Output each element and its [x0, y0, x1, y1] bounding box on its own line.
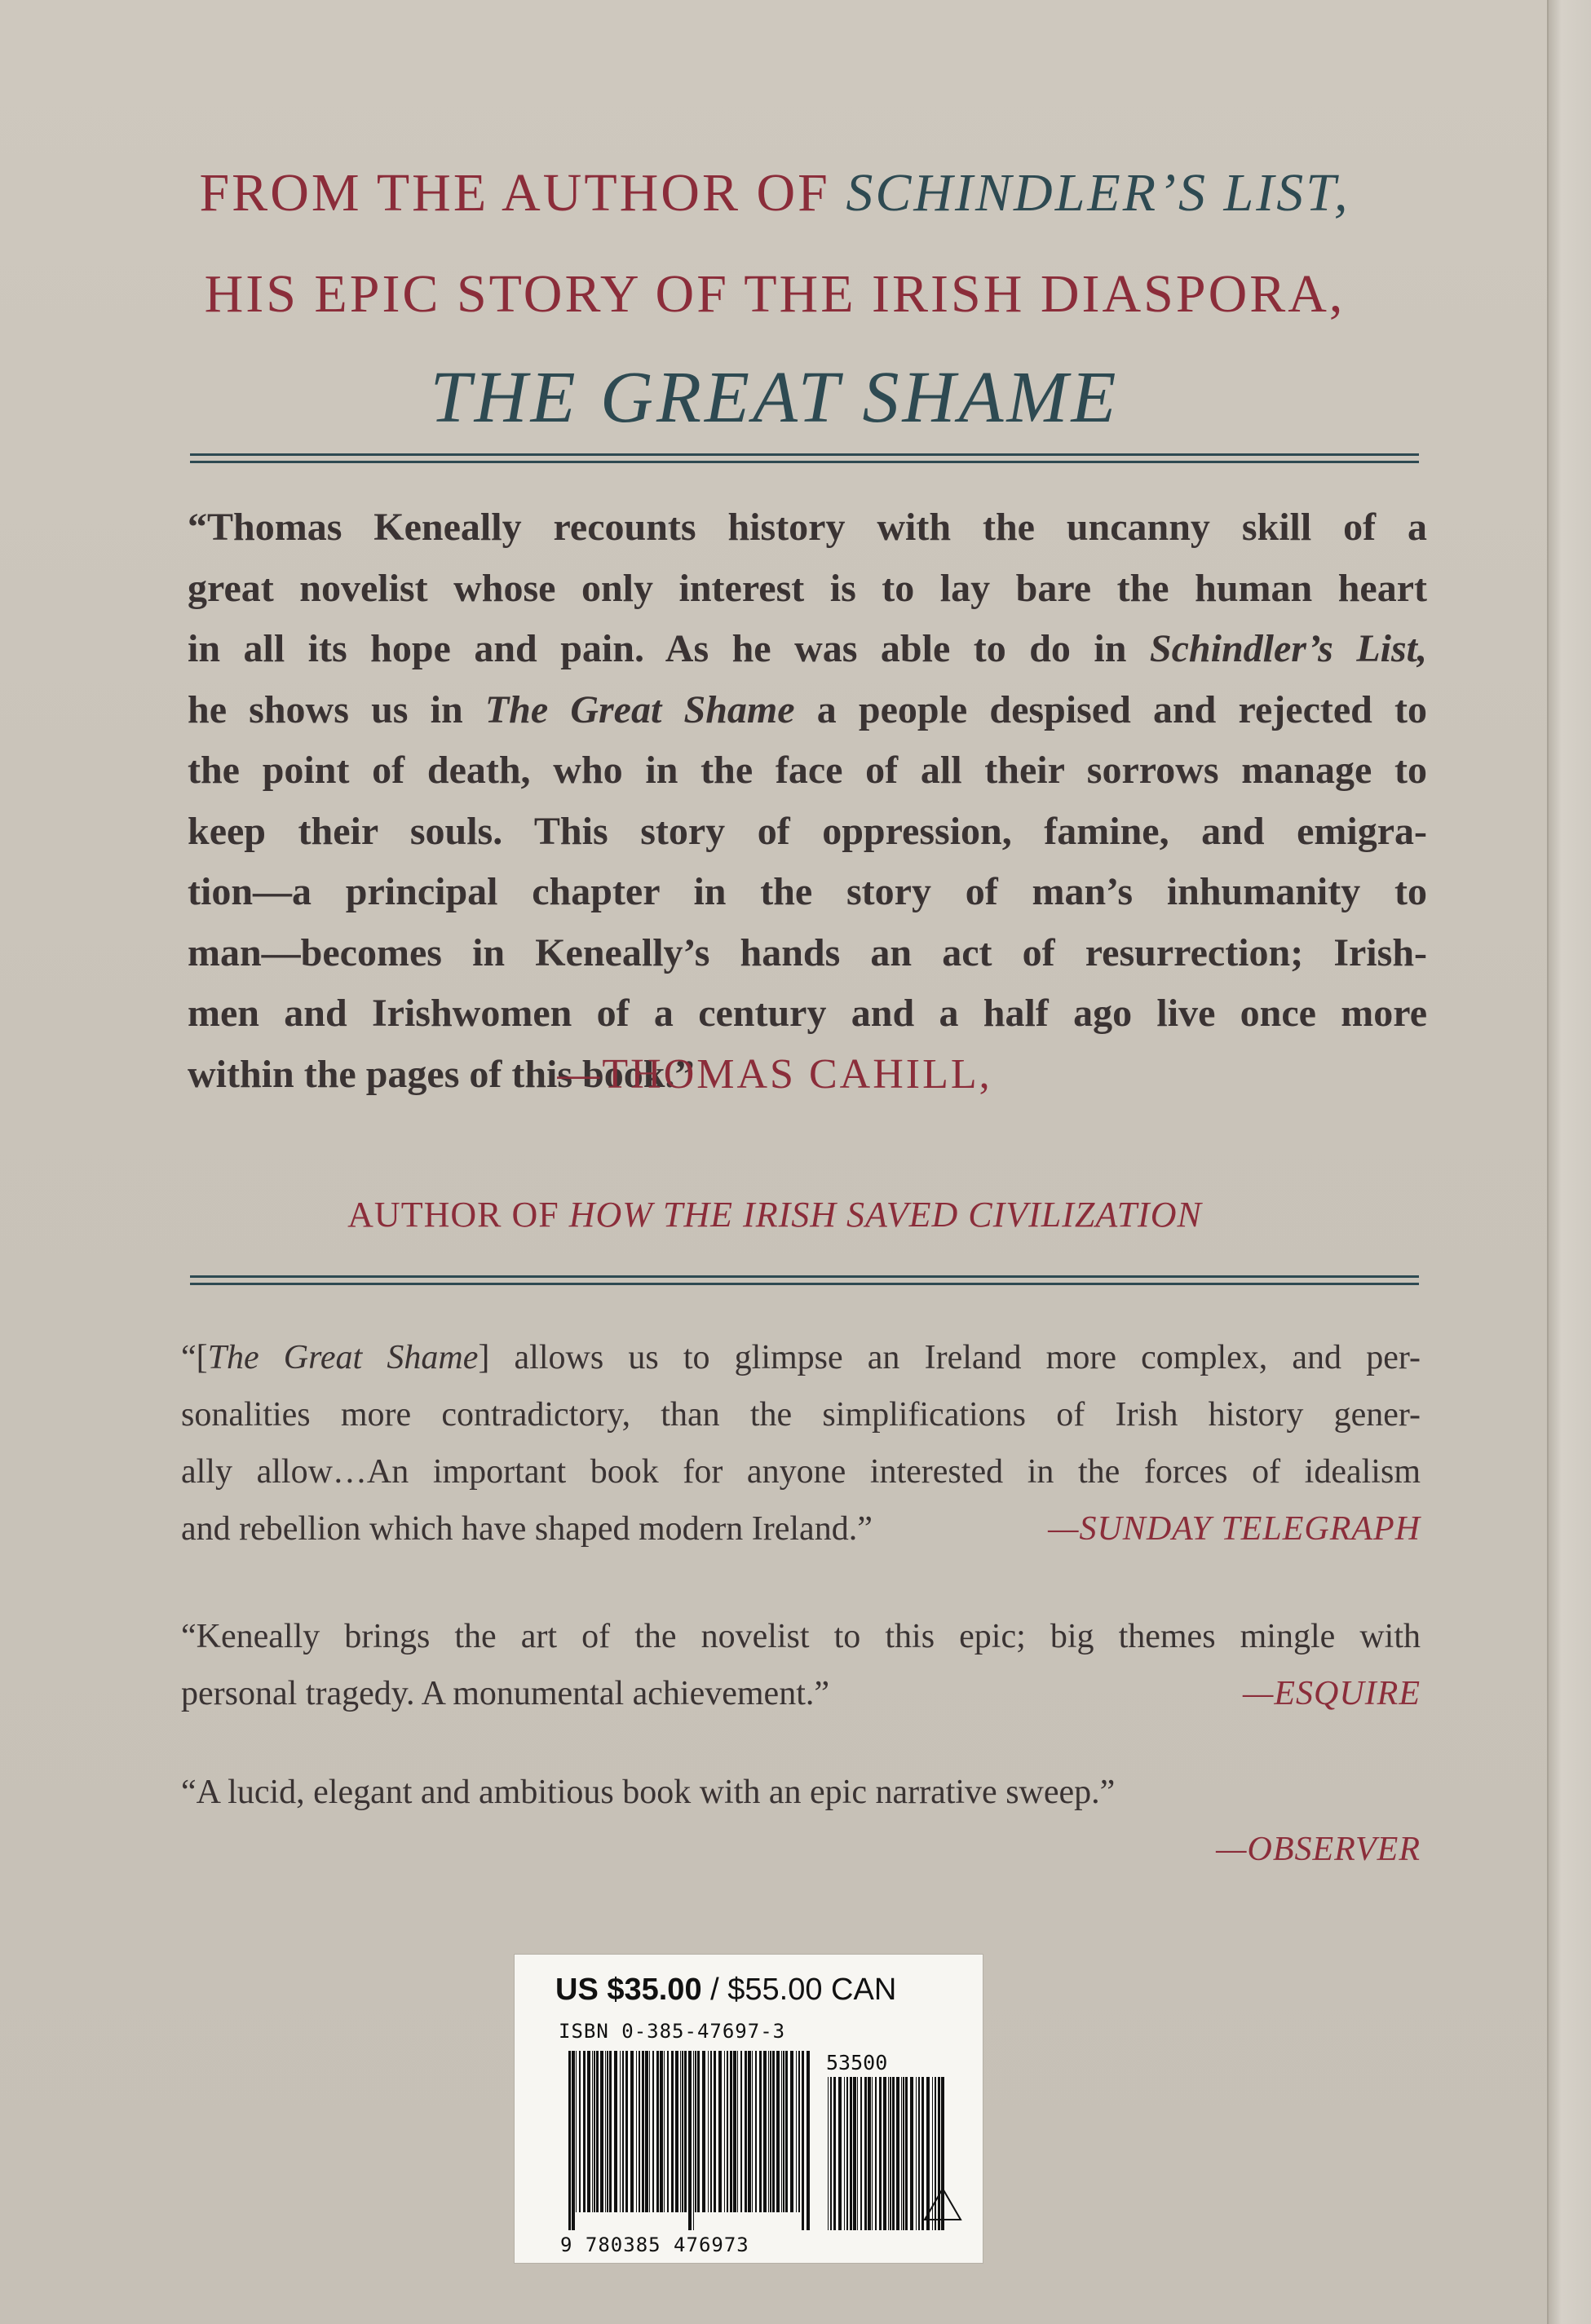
barcode-bar: [724, 2051, 725, 2212]
blurb-esquire: “Keneally brings the art of the novelist to this epic; big themes mingle with personal tragedy. A monumental achievement.” —ESQUIRE: [181, 1608, 1421, 1722]
barcode-bar: [642, 2051, 644, 2212]
barcode-bar: [890, 2077, 891, 2230]
barcode-bar: [600, 2051, 603, 2212]
barcode-bar: [688, 2051, 692, 2230]
barcode-bar: [844, 2077, 845, 2230]
price-barcode-sticker: [514, 1954, 983, 2264]
barcode-bar: [802, 2051, 804, 2230]
barcode-bar: [759, 2051, 762, 2212]
barcode-bar: [594, 2051, 595, 2212]
blurb-sunday-telegraph: “[The Great Shame] allows us to glimpse an Ireland more complex, and per- sonalities more contradictory, than the simplifications of Irish history gener- ally allow…An important book for anyone interested in the forces of idealism and rebellion which have shaped modern Ireland.” —SUNDAY TELEGRAPH: [181, 1329, 1421, 1557]
source-esquire: —ESQUIRE: [1243, 1675, 1421, 1712]
barcode-bar: [783, 2051, 784, 2212]
barcode-bar: [785, 2051, 788, 2212]
barcode-bar: [872, 2077, 873, 2230]
barcode-bar: [568, 2051, 571, 2230]
quote-line-4: he shows us in The Great Shame a people despised and rejected to: [188, 687, 1428, 731]
double-rule-top: [190, 453, 1419, 463]
barcode-bar: [905, 2077, 908, 2230]
barcode-bar: [622, 2051, 624, 2212]
barcode-bar: [892, 2077, 895, 2230]
barcode-bar: [828, 2077, 829, 2230]
quote-attribution-title: AUTHOR OF HOW THE IRISH SAVED CIVILIZATION: [347, 1195, 1202, 1235]
barcode-bar: [770, 2051, 771, 2212]
barcode-bar: [798, 2051, 800, 2212]
barcode-bar: [572, 2051, 575, 2230]
barcode-bar: [790, 2051, 793, 2212]
header-line-1: FROM THE AUTHOR OF SCHINDLER’S LIST,: [199, 163, 1350, 223]
barcode-bar: [796, 2051, 797, 2212]
barcode-bar: [693, 2051, 694, 2230]
quote-attribution-name: —THOMAS CAHILL,: [557, 1051, 992, 1098]
barcode-bar: [708, 2051, 709, 2212]
price-label: US $35.00 / $55.00 CAN: [555, 1973, 897, 2007]
barcode-bar: [879, 2077, 882, 2230]
barcode-bar: [730, 2051, 732, 2212]
book-title: THE GREAT SHAME: [430, 357, 1120, 438]
dust-jacket-flap-edge: [1547, 0, 1591, 2324]
barcode-bar: [918, 2077, 920, 2230]
barcode-bar: [833, 2077, 836, 2230]
barcode-bar: [656, 2051, 659, 2212]
barcode-bar: [763, 2051, 767, 2212]
barcode-bar: [625, 2051, 628, 2212]
barcode-bar: [697, 2051, 700, 2212]
barcode-bar: [592, 2051, 593, 2212]
barcode-bar: [609, 2051, 612, 2212]
barcode-bar: [776, 2051, 780, 2212]
barcode-bar: [636, 2051, 637, 2212]
barcode-bar: [896, 2077, 899, 2230]
barcode-bar: [620, 2051, 621, 2212]
triangle-icon: [922, 2186, 963, 2222]
barcode-bar: [901, 2077, 902, 2230]
barcode-bar: [583, 2051, 586, 2212]
barcode-bar: [916, 2077, 917, 2230]
barcode-bar: [587, 2051, 590, 2212]
isbn-number: ISBN 0-385-47697-3: [559, 2020, 786, 2043]
barcode-bar: [910, 2077, 913, 2230]
barcode-bar: [860, 2077, 862, 2230]
barcode-bar: [671, 2051, 674, 2212]
barcode-bar: [733, 2051, 736, 2212]
blurb-observer: “A lucid, elegant and ambitious book with an epic narrative sweep.” —OBSERVER: [181, 1764, 1421, 1878]
barcode-bar: [576, 2051, 577, 2212]
barcode-bar: [875, 2077, 877, 2230]
barcode-bar: [772, 2051, 775, 2212]
barcode-bar: [607, 2051, 608, 2212]
barcode-bar: [727, 2051, 728, 2212]
source-observer: —OBSERVER: [1216, 1831, 1421, 1868]
main-quote: “Thomas Keneally recounts history with the uncanny skill of a great novelist whose only interest is to lay bare the human heart in all its hope and pain. As he was able to do in Schindler’s List, he shows us in The Great Shame a people despised and rejected to the point of death, who in the face of all their sorrows manage to keep their souls. This story of oppression, famine, and emigra- tion—a principal chapter in the story of man’s inhumanity to man—becomes in Keneally’s hands an act of resurrection; Irish- men and Irishwomen of a century and a half ago live once more within the pages of this book.”: [188, 506, 1428, 1096]
header-line-2: HIS EPIC STORY OF THE IRISH DIASPORA,: [204, 264, 1346, 324]
barcode-bar: [846, 2077, 848, 2230]
barcode-bar: [675, 2051, 678, 2212]
barcode-bar: [614, 2051, 617, 2212]
barcode-bar: [864, 2077, 867, 2230]
schindlers-list-title: SCHINDLER’S LIST: [846, 163, 1335, 223]
barcode-bar: [579, 2051, 581, 2212]
barcode-bar: [752, 2051, 753, 2212]
barcode-bar: [667, 2051, 669, 2212]
barcode-bar: [649, 2051, 650, 2212]
header: [0, 143, 1549, 451]
barcode-bar: [605, 2051, 606, 2212]
double-rule-middle: [190, 1275, 1419, 1285]
barcode-addon-number: 53500: [826, 2051, 888, 2074]
barcode-bar: [682, 2051, 683, 2212]
barcode-bar: [630, 2051, 634, 2212]
barcode-bar: [702, 2051, 705, 2212]
barcode-bar: [684, 2051, 687, 2212]
ean-barcode: [567, 2051, 811, 2230]
barcode-bar: [714, 2051, 716, 2212]
barcode-bar: [850, 2077, 852, 2230]
barcode-bar: [838, 2077, 842, 2230]
barcode-bar: [830, 2077, 832, 2230]
barcode-bar: [888, 2077, 889, 2230]
barcode-bar: [695, 2051, 696, 2212]
barcode-bar: [664, 2051, 665, 2212]
barcode-bar: [660, 2051, 663, 2212]
barcode-bar: [718, 2051, 722, 2212]
barcode-bar: [768, 2051, 769, 2212]
barcode-bar: [781, 2051, 782, 2212]
ean-digits: 9 780385 476973: [560, 2233, 749, 2256]
barcode-bar: [710, 2051, 712, 2212]
barcode-bar: [737, 2051, 738, 2212]
quote-line-3: in all its hope and pain. As he was able to do in Schindler’s List,: [188, 627, 1427, 670]
barcode-bar: [868, 2077, 871, 2230]
barcode-bar: [639, 2051, 640, 2212]
barcode-bar: [857, 2077, 858, 2230]
barcode-bar: [680, 2051, 681, 2212]
barcode-bar: [645, 2051, 648, 2212]
source-sunday-telegraph: —SUNDAY TELEGRAPH: [1048, 1510, 1421, 1548]
barcode-bar: [903, 2077, 904, 2230]
barcode-bar: [807, 2051, 810, 2230]
barcode-bar: [652, 2051, 654, 2212]
barcode-bar: [755, 2051, 757, 2212]
barcode-bar: [740, 2051, 742, 2212]
barcode-bar: [596, 2051, 599, 2212]
barcode-bar: [853, 2077, 856, 2230]
barcode-bar: [748, 2051, 751, 2212]
barcode-bar: [745, 2051, 747, 2212]
barcode-bar: [883, 2077, 886, 2230]
